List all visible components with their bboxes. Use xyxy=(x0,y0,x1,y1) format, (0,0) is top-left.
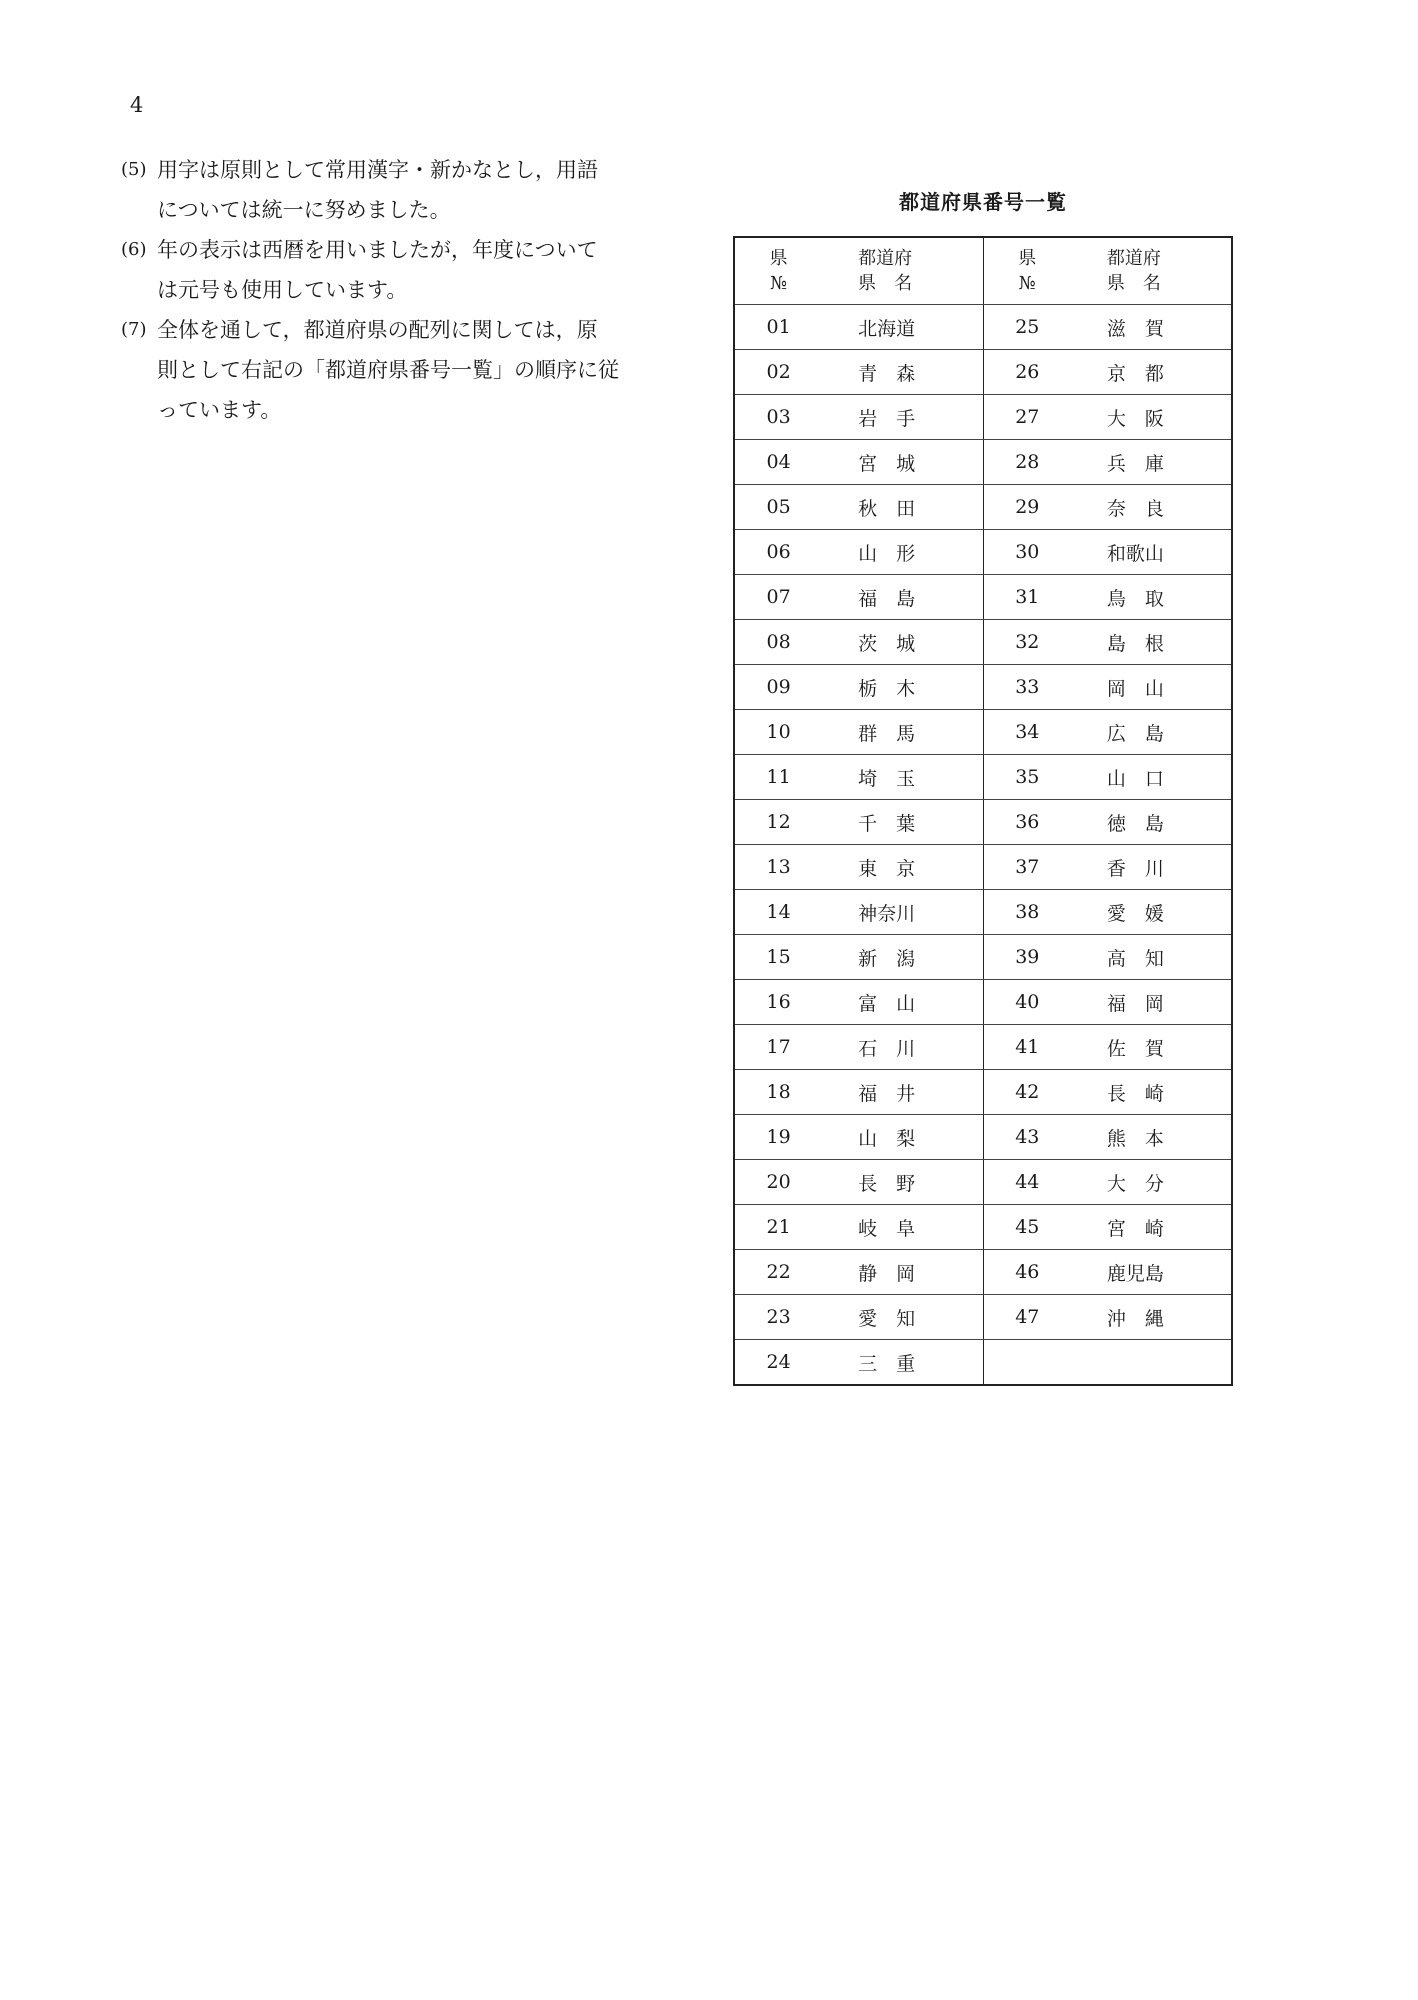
prefecture-name-cell: 沖 縄 xyxy=(1071,1295,1232,1340)
header-number-line1: 県 xyxy=(769,248,788,269)
table-row xyxy=(734,395,1232,440)
table-row xyxy=(734,1025,1232,1070)
table-row xyxy=(734,710,1232,755)
header-number xyxy=(734,237,822,305)
page-number: 4 xyxy=(130,93,145,117)
prefecture-name-cell: 福 井 xyxy=(822,1070,983,1115)
prefecture-number-cell: 12 xyxy=(734,800,822,845)
prefecture-name-cell: 宮 崎 xyxy=(1071,1205,1232,1250)
prefecture-number-cell: 15 xyxy=(734,935,822,980)
prefecture-name-cell: 熊 本 xyxy=(1071,1115,1232,1160)
prefecture-name-cell: 愛 媛 xyxy=(1071,890,1232,935)
table-title: 都道府県番号一覧 xyxy=(899,190,1067,214)
prefecture-number-cell: 25 xyxy=(983,305,1071,350)
prefecture-name-cell: 滋 賀 xyxy=(1071,305,1232,350)
table-row xyxy=(734,935,1232,980)
prefecture-number-cell: 43 xyxy=(983,1115,1071,1160)
prefecture-name-cell: 埼 玉 xyxy=(822,755,983,800)
note-item xyxy=(121,230,672,310)
prefecture-name-cell: 新 潟 xyxy=(822,935,983,980)
prefecture-number-cell: 01 xyxy=(734,305,822,350)
prefecture-number-cell: 33 xyxy=(983,665,1071,710)
table-row xyxy=(734,305,1232,350)
prefecture-name-cell: 千 葉 xyxy=(822,800,983,845)
table-header xyxy=(734,237,1232,305)
prefecture-number-cell: 07 xyxy=(734,575,822,620)
prefecture-name-cell: 広 島 xyxy=(1071,710,1232,755)
prefecture-number-cell: 37 xyxy=(983,845,1071,890)
prefecture-number-cell: 44 xyxy=(983,1160,1071,1205)
prefecture-number-cell: 18 xyxy=(734,1070,822,1115)
prefecture-number-cell: 09 xyxy=(734,665,822,710)
table-row xyxy=(734,1295,1232,1340)
prefecture-number-cell: 26 xyxy=(983,350,1071,395)
prefecture-name-cell: 高 知 xyxy=(1071,935,1232,980)
note-item xyxy=(121,310,672,430)
prefecture-number-cell: 42 xyxy=(983,1070,1071,1115)
prefecture-name-cell: 鹿児島 xyxy=(1071,1250,1232,1295)
prefecture-number-cell: 03 xyxy=(734,395,822,440)
prefecture-number-cell: 21 xyxy=(734,1205,822,1250)
prefecture-name-cell: 大 阪 xyxy=(1071,395,1232,440)
prefecture-number-cell: 38 xyxy=(983,890,1071,935)
prefecture-name-cell: 茨 城 xyxy=(822,620,983,665)
prefecture-number-cell: 41 xyxy=(983,1025,1071,1070)
table-row xyxy=(734,1115,1232,1160)
note-text: 年の表示は西暦を用いましたが，年度について は元号も使用しています。 xyxy=(157,238,598,302)
prefecture-name-cell: 兵 庫 xyxy=(1071,440,1232,485)
prefecture-number-cell: 39 xyxy=(983,935,1071,980)
prefecture-number-cell: 27 xyxy=(983,395,1071,440)
prefecture-number-cell: 19 xyxy=(734,1115,822,1160)
prefecture-number-cell: 23 xyxy=(734,1295,822,1340)
header-name-line2: 県 名 xyxy=(858,273,913,294)
table-row xyxy=(734,800,1232,845)
table-row xyxy=(734,755,1232,800)
prefecture-number-cell: 31 xyxy=(983,575,1071,620)
prefecture-name-cell: 三 重 xyxy=(822,1340,983,1386)
header-number-line2: № xyxy=(1018,273,1036,294)
prefecture-name-cell: 岐 阜 xyxy=(822,1205,983,1250)
prefecture-number-cell: 40 xyxy=(983,980,1071,1025)
prefecture-name-cell: 徳 島 xyxy=(1071,800,1232,845)
prefecture-number-cell: 32 xyxy=(983,620,1071,665)
prefecture-number-cell: 11 xyxy=(734,755,822,800)
prefecture-name-cell: 香 川 xyxy=(1071,845,1232,890)
note-number: (5) xyxy=(121,159,147,180)
table-row xyxy=(734,485,1232,530)
prefecture-name-cell: 福 島 xyxy=(822,575,983,620)
prefecture-name-cell: 群 馬 xyxy=(822,710,983,755)
prefecture-number-cell: 14 xyxy=(734,890,822,935)
prefecture-name-cell: 栃 木 xyxy=(822,665,983,710)
prefecture-name-cell: 山 梨 xyxy=(822,1115,983,1160)
table-row xyxy=(734,845,1232,890)
header-number xyxy=(983,237,1071,305)
prefecture-name-cell: 愛 知 xyxy=(822,1295,983,1340)
table-row xyxy=(734,575,1232,620)
note-number: (6) xyxy=(121,239,147,260)
prefecture-number-cell: 17 xyxy=(734,1025,822,1070)
table-row xyxy=(734,665,1232,710)
prefecture-number-cell: 34 xyxy=(983,710,1071,755)
prefecture-name-cell: 京 都 xyxy=(1071,350,1232,395)
prefecture-name-cell: 長 野 xyxy=(822,1160,983,1205)
table-header-row xyxy=(734,237,1232,305)
prefecture-number-cell: 30 xyxy=(983,530,1071,575)
prefecture-number-cell: 46 xyxy=(983,1250,1071,1295)
prefecture-name-cell: 和歌山 xyxy=(1071,530,1232,575)
table-row xyxy=(734,620,1232,665)
prefecture-name-cell: 岡 山 xyxy=(1071,665,1232,710)
table-row xyxy=(734,1340,1232,1386)
prefecture-name-cell: 富 山 xyxy=(822,980,983,1025)
prefecture-name-cell: 北海道 xyxy=(822,305,983,350)
table-row xyxy=(734,1160,1232,1205)
header-number-line2: № xyxy=(770,273,788,294)
note-text: 全体を通して，都道府県の配列に関しては，原 則として右記の「都道府県番号一覧」の順序に従 っています。 xyxy=(157,318,619,422)
prefecture-name-cell: 宮 城 xyxy=(822,440,983,485)
prefecture-name-cell: 神奈川 xyxy=(822,890,983,935)
prefecture-number-cell: 36 xyxy=(983,800,1071,845)
prefecture-number-cell: 29 xyxy=(983,485,1071,530)
table-row xyxy=(734,350,1232,395)
prefecture-number-cell: 35 xyxy=(983,755,1071,800)
prefecture-number-cell: 05 xyxy=(734,485,822,530)
prefecture-number-cell: 16 xyxy=(734,980,822,1025)
prefecture-table xyxy=(733,236,1233,1386)
note-text: 用字は原則として常用漢字・新かなとし，用語 については統一に努めました。 xyxy=(157,158,598,222)
table-row xyxy=(734,1205,1232,1250)
prefecture-name-cell: 秋 田 xyxy=(822,485,983,530)
prefecture-number-cell: 06 xyxy=(734,530,822,575)
table-body xyxy=(734,305,1232,1386)
prefecture-number-cell: 08 xyxy=(734,620,822,665)
prefecture-name-cell: 長 崎 xyxy=(1071,1070,1232,1115)
table-row xyxy=(734,1250,1232,1295)
prefecture-name-cell: 佐 賀 xyxy=(1071,1025,1232,1070)
prefecture-name-cell: 岩 手 xyxy=(822,395,983,440)
prefecture-name-cell: 鳥 取 xyxy=(1071,575,1232,620)
header-name xyxy=(822,237,983,305)
prefecture-number-cell: 20 xyxy=(734,1160,822,1205)
header-name xyxy=(1071,237,1232,305)
table-row xyxy=(734,890,1232,935)
table-row xyxy=(734,1070,1232,1115)
note-number: (7) xyxy=(121,319,147,340)
header-name-line1: 都道府 xyxy=(858,248,913,269)
prefecture-number-cell: 24 xyxy=(734,1340,822,1386)
prefecture-name-cell: 島 根 xyxy=(1071,620,1232,665)
prefecture-name-cell: 山 口 xyxy=(1071,755,1232,800)
prefecture-name-cell: 石 川 xyxy=(822,1025,983,1070)
prefecture-name-cell: 青 森 xyxy=(822,350,983,395)
prefecture-name-cell: 静 岡 xyxy=(822,1250,983,1295)
header-name-line1: 都道府 xyxy=(1106,248,1161,269)
table-row xyxy=(734,980,1232,1025)
prefecture-number-cell: 10 xyxy=(734,710,822,755)
prefecture-number-cell: 28 xyxy=(983,440,1071,485)
header-number-line1: 県 xyxy=(1018,248,1037,269)
header-name-line2: 県 名 xyxy=(1106,273,1161,294)
prefecture-name-cell: 山 形 xyxy=(822,530,983,575)
prefecture-number-cell: 02 xyxy=(734,350,822,395)
prefecture-name-cell xyxy=(1071,1340,1232,1386)
prefecture-number-cell: 22 xyxy=(734,1250,822,1295)
prefecture-name-cell: 東 京 xyxy=(822,845,983,890)
table-row xyxy=(734,530,1232,575)
prefecture-number-cell: 13 xyxy=(734,845,822,890)
prefecture-number-cell: 45 xyxy=(983,1205,1071,1250)
prefecture-number-cell: 47 xyxy=(983,1295,1071,1340)
prefecture-name-cell: 大 分 xyxy=(1071,1160,1232,1205)
prefecture-number-cell xyxy=(983,1340,1071,1386)
table-row xyxy=(734,440,1232,485)
prefecture-name-cell: 奈 良 xyxy=(1071,485,1232,530)
prefecture-name-cell: 福 岡 xyxy=(1071,980,1232,1025)
notes-list xyxy=(121,150,672,430)
note-item xyxy=(121,150,672,230)
prefecture-number-cell: 04 xyxy=(734,440,822,485)
